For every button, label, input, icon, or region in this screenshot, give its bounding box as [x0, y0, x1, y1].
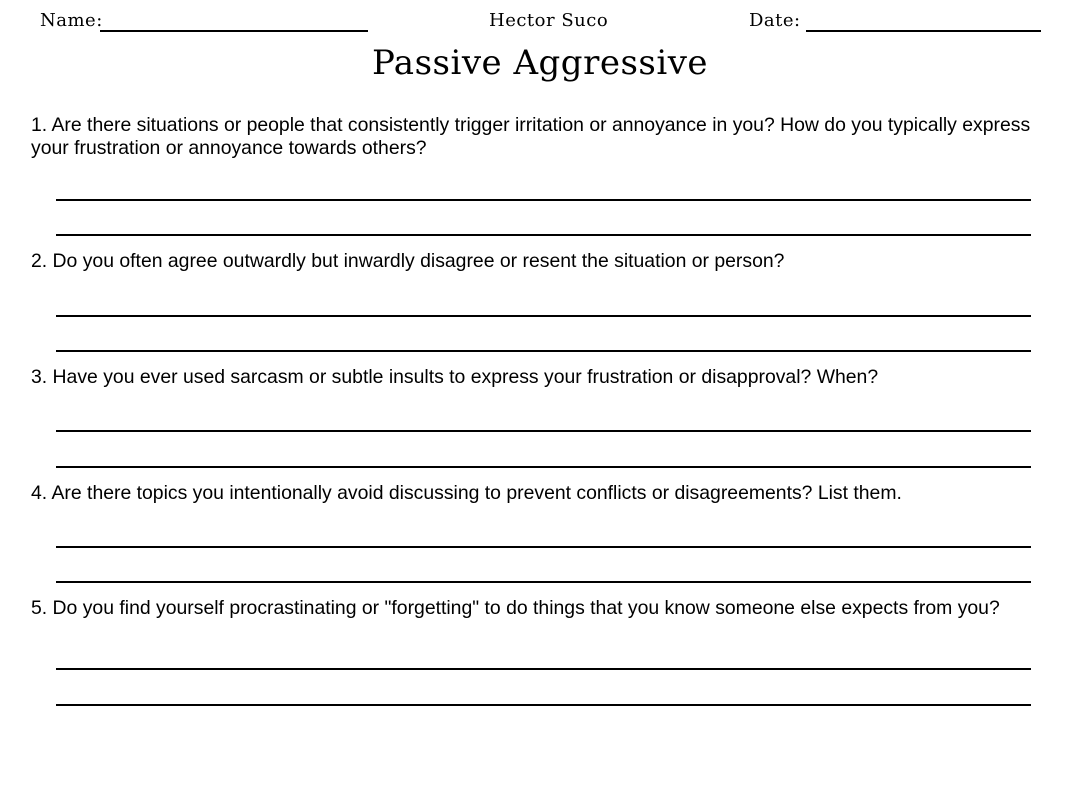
answer-line[interactable]: [56, 234, 1031, 236]
answer-line[interactable]: [56, 350, 1031, 352]
answer-line[interactable]: [56, 581, 1031, 583]
name-label: Name:: [40, 10, 103, 31]
question-3: 3. Have you ever used sarcasm or subtle insults to express your frustration or disapproval? When?: [31, 366, 879, 388]
author-name: Hector Suco: [489, 10, 609, 31]
page-title: Passive Aggressive: [371, 43, 709, 83]
answer-line[interactable]: [56, 430, 1031, 432]
answer-line[interactable]: [56, 704, 1031, 706]
answer-line[interactable]: [56, 668, 1031, 670]
answer-line[interactable]: [56, 199, 1031, 201]
question-4: 4. Are there topics you intentionally avoid discussing to prevent conflicts or disagreements? List them.: [31, 482, 902, 504]
answer-line[interactable]: [56, 315, 1031, 317]
date-label: Date:: [749, 10, 801, 31]
answer-line[interactable]: [56, 546, 1031, 548]
question-1: 1. Are there situations or people that consistently trigger irritation or annoyance in you? How do you typically express your frustration or annoyance towards others?: [31, 114, 1031, 159]
question-5: 5. Do you find yourself procrastinating or "forgetting" to do things that you know someone else expects from you?: [31, 597, 1000, 619]
name-fill-line[interactable]: [100, 30, 368, 32]
answer-line[interactable]: [56, 466, 1031, 468]
date-fill-line[interactable]: [806, 30, 1041, 32]
question-2: 2. Do you often agree outwardly but inwardly disagree or resent the situation or person?: [31, 250, 785, 272]
